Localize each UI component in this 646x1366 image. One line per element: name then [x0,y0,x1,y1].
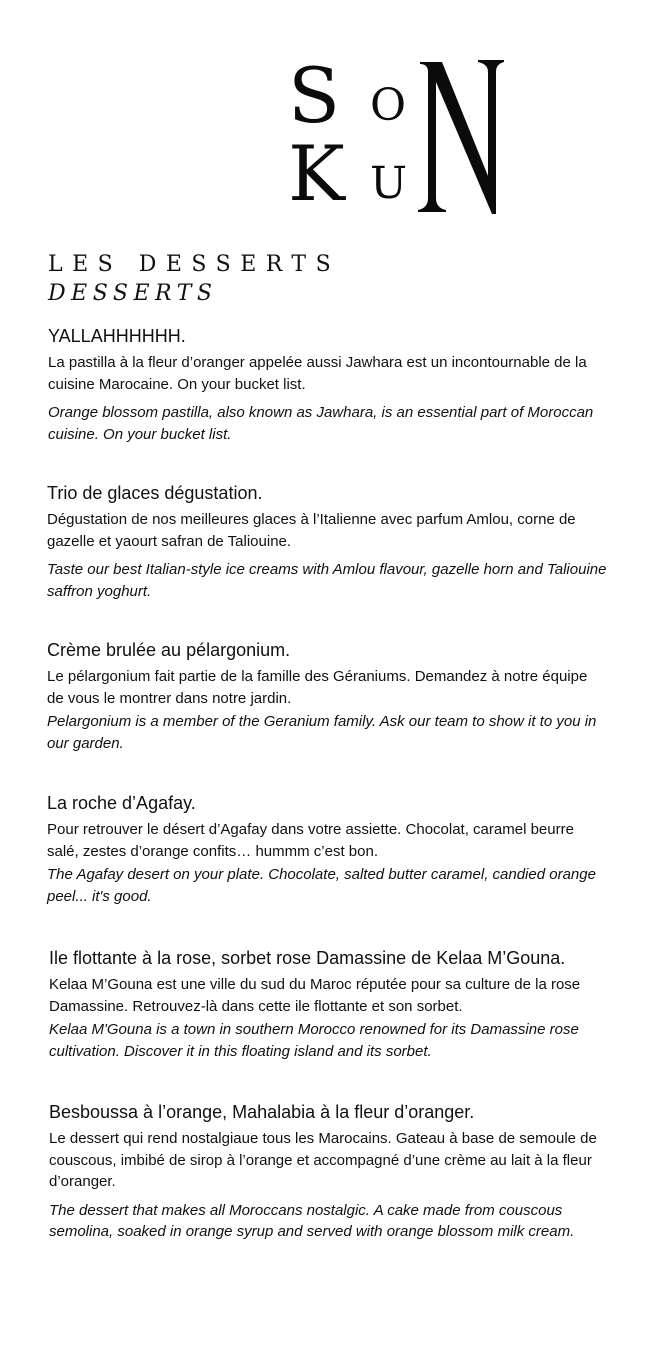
dessert-item-besboussa [49,1101,609,1243]
dessert-item-ile-flottante [49,947,609,1062]
dessert-name: YALLAHHHHHH. [48,326,186,346]
dessert-name: Ile flottante à la rose, sorbet rose Damassine de Kelaa M’Gouna. [49,948,566,968]
dessert-description-fr: Le pélargonium fait partie de la famille des Géraniums. Demandez à notre équipe de vous le montrer dans notre jardin. [47,668,588,707]
logo-letter-o: O [370,80,407,131]
dessert-item-creme-brulee [47,639,607,754]
dessert-description-en: Kelaa M'Gouna is a town in southern Morocco renowned for its Damassine rose cultivation. Discover it in this floating island and its sorbet. [49,1021,579,1060]
dessert-description-en: Orange blossom pastilla, also known as Jawhara, is an essential part of Moroccan cuisine. On your bucket list. [48,404,594,443]
dessert-description-fr: Pour retrouver le désert d’Agafay dans votre assiette. Chocolat, caramel beurre salé, zestes d’orange confits… hummm c’est bon. [47,821,574,860]
dessert-description-fr: Dégustation de nos meilleures glaces à l’Italienne avec parfum Amlou, corne de gazelle et yaourt safran de Taliouine. [47,511,576,550]
dessert-description-en: Taste our best Italian-style ice creams with Amlou flavour, gazelle horn and Taliouine saffron yoghurt. [47,561,607,600]
dessert-description-fr: Kelaa M’Gouna est une ville du sud du Maroc réputée pour sa culture de la rose Damassine. Retrouvez-là dans cette ile flottante et son sorbet. [49,976,581,1015]
logo-letter-u: U [370,158,408,209]
section-title-en: DESSERTS [48,281,218,306]
logo-letter-s: S [288,51,341,140]
logo-letter-k: K [288,129,345,218]
dessert-description-en: Pelargonium is a member of the Geranium family. Ask our team to show it to you in our garden. [47,713,597,752]
section-title-fr: LES DESSERTS [48,252,341,277]
dessert-item-roche-agafay [47,792,607,907]
dessert-item-trio-glaces [47,482,607,602]
dessert-name: Crème brulée au pélargonium. [47,640,291,660]
brand-logo [284,51,504,218]
dessert-item-pastilla [48,325,608,445]
dessert-description-fr: La pastilla à la fleur d’oranger appelée aussi Jawhara est un incontournable de la cuisine Marocaine. On your bucket list. [48,354,587,393]
logo-letter-n [418,58,504,216]
dessert-name: La roche d’Agafay. [47,793,196,813]
dessert-name: Besboussa à l’orange, Mahalabia à la fleur d’oranger. [49,1102,475,1122]
dessert-description-en: The dessert that makes all Moroccans nostalgic. A cake made from couscous semolina, soaked in orange syrup and served with orange blossom milk cream. [49,1201,575,1240]
dessert-description-en: The Agafay desert on your plate. Chocolate, salted butter caramel, candied orange peel... it's good. [47,866,596,905]
dessert-name: Trio de glaces dégustation. [47,483,263,503]
dessert-description-fr: Le dessert qui rend nostalgiaue tous les Marocains. Gateau à base de semoule de couscous, imbibé de sirop à l’orange et accompagné d’une crème au lait à la fleur d’oranger. [49,1130,597,1190]
